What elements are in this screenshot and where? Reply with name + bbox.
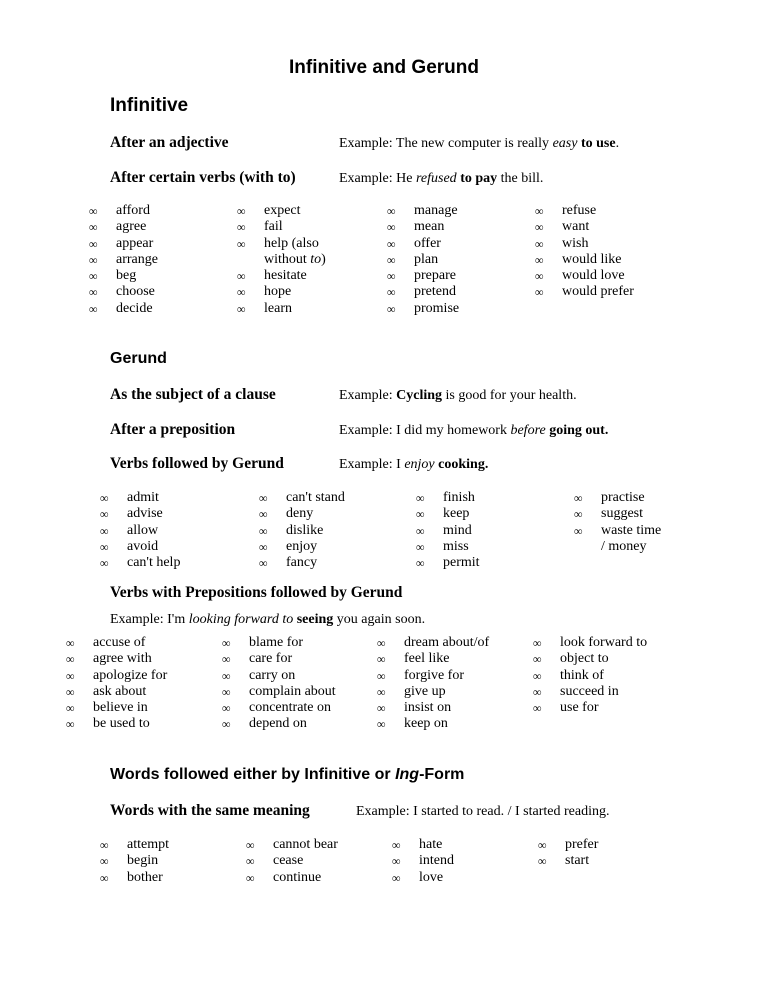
list-item: ∞ begin	[100, 853, 159, 869]
bullet-icon: ∞	[377, 636, 386, 650]
either-verbs-col3	[392, 837, 454, 886]
bullet-icon: ∞	[66, 668, 75, 683]
list-item: ∞ forgive for	[377, 667, 464, 683]
list-item: ∞ feel like	[377, 651, 450, 667]
bullet-icon: ∞	[416, 507, 425, 522]
list-item: ∞ miss	[416, 538, 469, 554]
bullet-icon: ∞	[535, 236, 544, 251]
list-item: ∞ prefer	[538, 837, 599, 852]
list-item: ∞ depend on	[222, 716, 307, 732]
bullet-icon: ∞	[574, 491, 583, 505]
bullet-icon: ∞	[100, 507, 109, 522]
bullet-icon: ∞	[259, 491, 268, 505]
list-item: ∞ keep	[416, 506, 470, 522]
gerund-verbs-col1	[100, 490, 180, 571]
bullet-icon: ∞	[416, 523, 425, 538]
list-item: ∞ intend	[392, 853, 454, 869]
list-item: ∞ succeed in	[533, 683, 619, 699]
bullet-icon: ∞	[89, 220, 98, 235]
list-item: ∞ admit	[100, 490, 159, 505]
bullet-icon: ∞	[237, 220, 246, 235]
bullet-icon: ∞	[66, 636, 75, 650]
bullet-icon: ∞	[237, 285, 246, 300]
list-item: ∞ can't help	[100, 555, 181, 571]
bullet-icon: ∞	[222, 684, 231, 699]
list-item: ∞ manage	[387, 203, 458, 218]
bullet-icon: ∞	[100, 523, 109, 538]
prep-verbs-col4	[533, 635, 647, 716]
page-title: Infinitive and Gerund	[288, 57, 479, 78]
list-item: ∞ choose	[89, 284, 155, 300]
list-item: ∞ can't stand	[259, 490, 345, 505]
list-item: ∞ mind	[416, 522, 472, 538]
list-item: ∞ finish	[416, 490, 475, 505]
bullet-icon: ∞	[387, 252, 396, 267]
bullet-icon: ∞	[387, 204, 396, 218]
bullet-icon: ∞	[100, 870, 109, 885]
infinitive-heading: Infinitive	[110, 95, 189, 116]
same-meaning-example: Example: I started to read. / I started reading.	[356, 804, 610, 819]
list-item: ∞ object to	[533, 651, 609, 667]
list-item: ∞ pretend	[387, 284, 456, 300]
list-item: ∞ waste time	[574, 522, 662, 538]
list-item: ∞ hesitate	[237, 268, 307, 284]
list-item: ∞ advise	[100, 506, 163, 522]
bullet-icon: ∞	[100, 556, 109, 571]
bullet-icon: ∞	[237, 301, 246, 316]
list-item: ∞ promise	[387, 300, 460, 316]
bullet-icon: ∞	[89, 301, 98, 316]
subject-clause-example: Example: Cycling is good for your health.	[339, 388, 577, 403]
bullet-icon: ∞	[89, 236, 98, 251]
list-item: ∞ think of	[533, 667, 604, 683]
bullet-icon: ∞	[535, 285, 544, 300]
list-item: ∞ give up	[377, 683, 446, 699]
list-item: ∞ enjoy	[259, 538, 318, 554]
list-item: ∞ permit	[416, 555, 480, 571]
prep-gerund-heading: Verbs with Prepositions followed by Gerund	[110, 584, 403, 601]
list-item: ∞ allow	[100, 522, 159, 538]
verbs-gerund-label: Verbs followed by Gerund	[110, 455, 284, 472]
bullet-icon: ∞	[535, 204, 544, 218]
bullet-icon: ∞	[387, 301, 396, 316]
bullet-icon: ∞	[237, 204, 246, 218]
bullet-icon: ∞	[222, 668, 231, 683]
list-item: ∞ refuse	[535, 203, 597, 218]
verbs-gerund-example: Example: I enjoy cooking.	[339, 457, 489, 472]
list-item: ∞ avoid	[100, 538, 159, 554]
list-item: ∞ appear	[89, 235, 154, 251]
bullet-icon: ∞	[66, 717, 75, 732]
list-item: ∞ would like	[535, 251, 622, 267]
bullet-icon: ∞	[89, 204, 98, 218]
bullet-icon: ∞	[100, 838, 109, 852]
list-item: ∞ want	[535, 219, 590, 235]
either-verbs-col4	[538, 837, 598, 870]
bullet-icon: ∞	[392, 838, 401, 852]
list-item: ∞ fail	[237, 219, 283, 235]
same-meaning-label: Words with the same meaning	[110, 802, 310, 819]
gerund-verbs-col3	[416, 490, 480, 571]
list-item: ∞ keep on	[377, 716, 448, 732]
after-adjective-label: After an adjective	[110, 134, 229, 151]
list-item: ∞ hate	[392, 837, 443, 852]
list-item: ∞ mean	[387, 219, 445, 235]
bullet-icon: ∞	[246, 870, 255, 885]
bullet-icon: ∞	[377, 717, 386, 732]
bullet-icon: ∞	[222, 717, 231, 732]
bullet-icon: ∞	[66, 701, 75, 716]
bullet-icon: ∞	[66, 652, 75, 667]
list-item: ∞ attempt	[100, 837, 169, 852]
list-item: ∞ love	[392, 869, 444, 885]
bullet-icon: ∞	[392, 870, 401, 885]
bullet-icon: ∞	[100, 539, 109, 554]
list-item: ∞ dream about/of	[377, 635, 490, 650]
bullet-icon: ∞	[387, 220, 396, 235]
bullet-icon: ∞	[259, 507, 268, 522]
bullet-icon: ∞	[533, 684, 542, 699]
bullet-icon: ∞	[574, 523, 583, 538]
bullet-icon: ∞	[89, 252, 98, 267]
bullet-icon: ∞	[377, 668, 386, 683]
list-item: ∞ concentrate on	[222, 700, 332, 716]
list-item: ∞ hope	[237, 284, 292, 300]
list-item: ∞ arrange	[89, 251, 158, 267]
bullet-icon: ∞	[533, 701, 542, 716]
bullet-icon: ∞	[538, 854, 547, 869]
bullet-icon: ∞	[416, 491, 425, 505]
list-item: ∞ insist on	[377, 700, 452, 716]
bullet-icon: ∞	[387, 269, 396, 284]
bullet-icon: ∞	[89, 269, 98, 284]
list-item: ∞ bother	[100, 869, 163, 885]
prep-gerund-example: Example: I'm looking forward to seeing you again soon.	[110, 612, 426, 627]
bullet-icon: ∞	[100, 854, 109, 869]
list-item: ∞ accuse of	[66, 635, 146, 650]
list-item: ∞ prepare	[387, 268, 456, 284]
bullet-icon: ∞	[535, 252, 544, 267]
gerund-heading: Gerund	[110, 350, 167, 367]
bullet-icon: ∞	[533, 652, 542, 667]
either-verbs-col2	[246, 837, 338, 886]
bullet-icon: ∞	[237, 236, 246, 251]
bullet-icon: ∞	[222, 636, 231, 650]
after-verbs-example: Example: He refused to pay the bill.	[339, 171, 544, 186]
list-item: ∞ fancy	[259, 555, 318, 571]
list-item: ∞ would love	[535, 268, 625, 284]
bullet-icon: ∞	[416, 556, 425, 571]
bullet-icon: ∞	[246, 854, 255, 869]
list-item: ∞ help (also	[237, 235, 319, 251]
list-item: ∞ decide	[89, 300, 153, 316]
infinitive-verbs-col3	[387, 203, 459, 317]
after-verbs-label: After certain verbs (with to)	[110, 169, 296, 186]
either-heading: Words followed either by Infinitive or Ing-Form	[110, 766, 465, 783]
prep-verbs-col2	[222, 635, 336, 733]
list-item: ∞ complain about	[222, 683, 336, 699]
list-item: ∞ wish	[535, 235, 589, 251]
subject-clause-label: As the subject of a clause	[110, 386, 276, 403]
bullet-icon: ∞	[533, 668, 542, 683]
gerund-verbs-col4	[574, 490, 661, 555]
bullet-icon: ∞	[100, 491, 109, 505]
list-item: ∞ afford	[89, 203, 150, 218]
bullet-icon: ∞	[246, 838, 255, 852]
list-item: ∞ offer	[387, 235, 441, 251]
bullet-icon: ∞	[377, 652, 386, 667]
list-item: ∞ cannot bear	[246, 837, 338, 852]
list-item: ∞ would prefer	[535, 284, 634, 300]
after-preposition-label: After a preposition	[110, 421, 236, 438]
bullet-icon: ∞	[574, 507, 583, 522]
after-adjective-example: Example: The new computer is really easy to use.	[339, 136, 620, 151]
bullet-icon: ∞	[538, 838, 547, 852]
list-item: ∞ agree with	[66, 651, 152, 667]
bullet-icon: ∞	[535, 220, 544, 235]
list-item-continuation: / money	[601, 538, 647, 554]
bullet-icon: ∞	[387, 285, 396, 300]
bullet-icon: ∞	[89, 285, 98, 300]
list-item: ∞ start	[538, 853, 590, 869]
bullet-icon: ∞	[387, 236, 396, 251]
bullet-icon: ∞	[222, 701, 231, 716]
infinitive-verbs-col1	[89, 203, 158, 317]
bullet-icon: ∞	[535, 269, 544, 284]
bullet-icon: ∞	[416, 539, 425, 554]
bullet-icon: ∞	[66, 684, 75, 699]
list-item: ∞ believe in	[66, 700, 148, 716]
bullet-icon: ∞	[377, 701, 386, 716]
list-item: ∞ apologize for	[66, 667, 168, 683]
prep-verbs-col3	[377, 635, 489, 733]
bullet-icon: ∞	[533, 636, 542, 650]
list-item: ∞ look forward to	[533, 635, 648, 650]
bullet-icon: ∞	[377, 684, 386, 699]
infinitive-verbs-col2	[237, 203, 326, 317]
bullet-icon: ∞	[259, 556, 268, 571]
list-item: ∞ ask about	[66, 683, 147, 699]
bullet-icon: ∞	[222, 652, 231, 667]
list-item: ∞ deny	[259, 506, 314, 522]
bullet-icon: ∞	[259, 539, 268, 554]
list-item: ∞ continue	[246, 869, 322, 885]
list-item: ∞ suggest	[574, 506, 643, 522]
list-item: ∞ dislike	[259, 522, 324, 538]
infinitive-verbs-col4	[535, 203, 634, 301]
bullet-icon: ∞	[237, 269, 246, 284]
list-item: ∞ cease	[246, 853, 304, 869]
list-item: ∞ blame for	[222, 635, 304, 650]
list-item: ∞ practise	[574, 490, 645, 505]
list-item: ∞ care for	[222, 651, 293, 667]
prep-verbs-col1	[66, 635, 167, 733]
list-item: ∞ use for	[533, 700, 599, 716]
list-item: ∞ be used to	[66, 716, 150, 732]
list-item: ∞ learn	[237, 300, 292, 316]
bullet-icon: ∞	[259, 523, 268, 538]
list-item: ∞ plan	[387, 251, 439, 267]
gerund-verbs-col2	[259, 490, 345, 571]
bullet-icon: ∞	[392, 854, 401, 869]
list-item: ∞ carry on	[222, 667, 296, 683]
list-item: ∞ expect	[237, 203, 301, 218]
either-verbs-col1	[100, 837, 169, 886]
list-item: ∞ agree	[89, 219, 147, 235]
list-item-continuation: without to)	[264, 251, 326, 267]
list-item: ∞ beg	[89, 268, 137, 284]
after-preposition-example: Example: I did my homework before going out.	[339, 423, 609, 438]
